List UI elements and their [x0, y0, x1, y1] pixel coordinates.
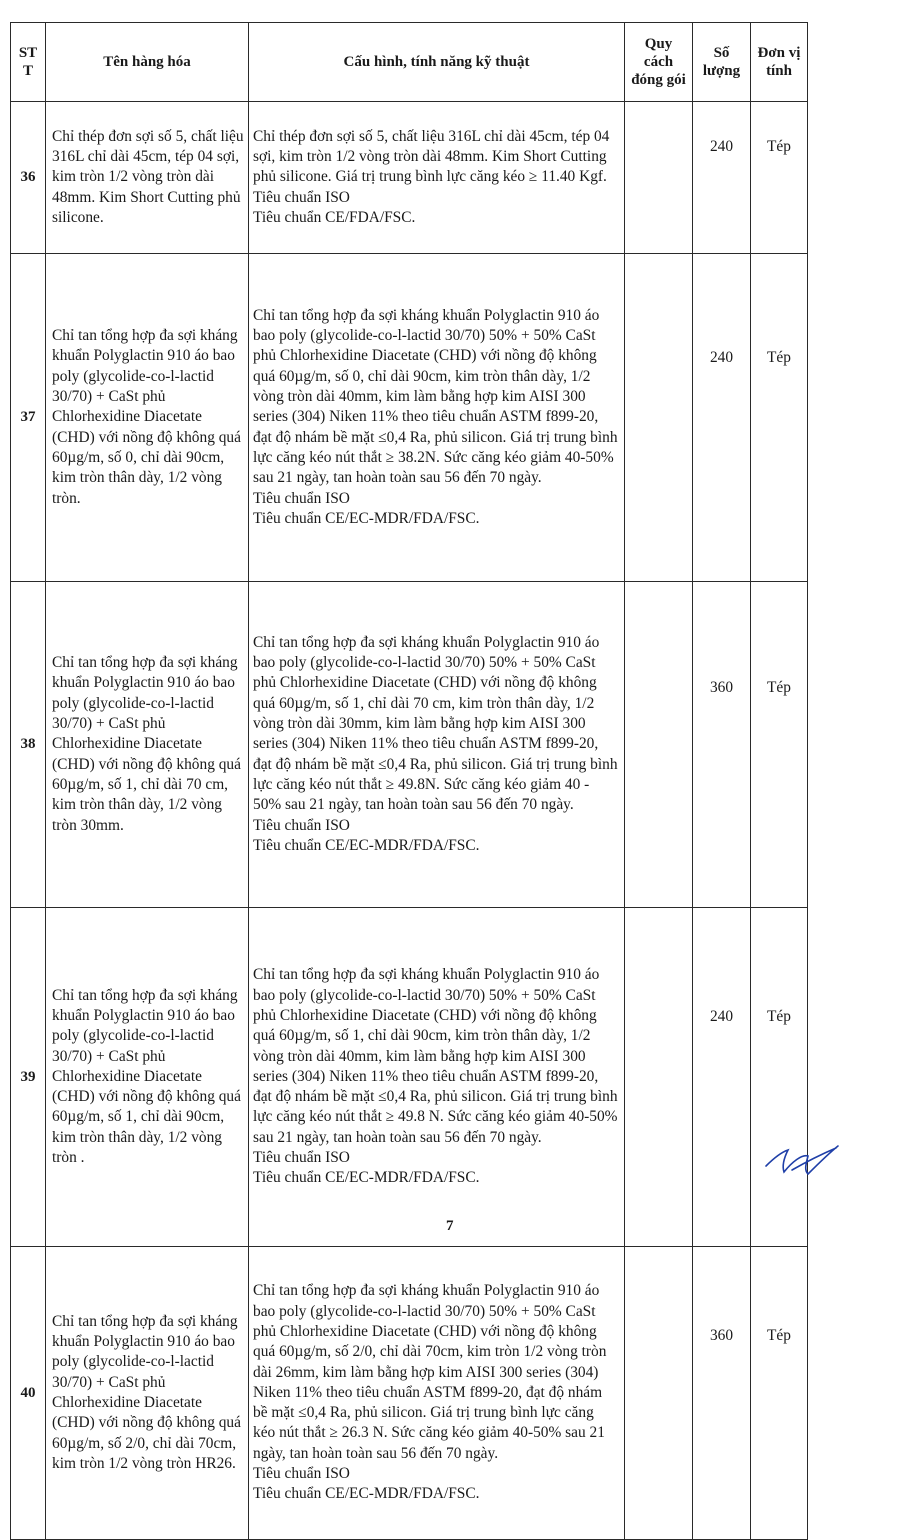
page-number: 7 — [446, 1218, 454, 1234]
technical-spec-line: 50% sau 21 ngày, tan hoàn toàn sau 56 đến 70 ngày. — [253, 796, 574, 814]
row-packaging — [625, 1247, 693, 1540]
row-unit: Tép — [751, 1247, 808, 1540]
row-quantity: 360 — [693, 582, 751, 908]
technical-spec-line: phủ Chlorhexidine Diacetate (CHD) với nồng độ không — [253, 1006, 597, 1024]
product-name-line: Chlorhexidine Diacetate — [52, 1067, 202, 1085]
technical-spec-line: Tiêu chuẩn CE/EC-MDR/FDA/FSC. — [253, 1485, 480, 1503]
technical-spec-line: Tiêu chuẩn ISO — [253, 1149, 350, 1167]
product-name-line: (CHD) với nồng độ không quá — [52, 755, 241, 773]
product-name-line: khuẩn Polyglactin 910 áo bao — [52, 1006, 235, 1024]
technical-spec-line: quá 60µg/m, số 0, chỉ dài 90cm, kim tròn thân dày, 1/2 — [253, 367, 591, 385]
row-packaging — [625, 908, 693, 1247]
technical-spec-line: Chỉ thép đơn sợi số 5, chất liệu 316L chỉ dài 45cm, tép 04 — [253, 127, 610, 145]
header-quantity: Số lượng — [693, 23, 751, 102]
technical-spec-line: lực căng kéo nút thắt ≥ 49.8 N. Sức căng kéo giảm 40-50% — [253, 1108, 618, 1126]
technical-spec-line: đạt độ nhám bề mặt ≤0,4 Ra, phủ silicon. Giá trị trung bình — [253, 1088, 618, 1106]
technical-spec-line: Chỉ tan tổng hợp đa sợi kháng khuẩn Polyglactin 910 áo — [253, 1282, 600, 1300]
technical-spec-line: Chỉ tan tổng hợp đa sợi kháng khuẩn Polyglactin 910 áo — [253, 633, 600, 651]
technical-spec-line: phủ Chlorhexidine Diacetate (CHD) với nồng độ không — [253, 674, 597, 692]
header-packaging: Quy cách đóng gói — [625, 23, 693, 102]
technical-spec-line: bao poly (glycolide-co-l-lactid 30/70) 50% + 50% CaSt — [253, 327, 596, 345]
technical-spec-line: Tiêu chuẩn ISO — [253, 1465, 350, 1483]
product-name-line: poly (glycolide-co-l-lactid — [52, 694, 214, 712]
product-name-line: khuẩn Polyglactin 910 áo bao — [52, 1333, 235, 1351]
row-product-name — [46, 582, 249, 908]
technical-spec-line: Tiêu chuẩn ISO — [253, 816, 350, 834]
row-quantity: 240 — [693, 908, 751, 1247]
product-name-line: Chỉ tan tổng hợp đa sợi kháng — [52, 1312, 238, 1330]
product-name-line: 60µg/m, số 1, chỉ dài 90cm, — [52, 1108, 225, 1126]
header-unit: Đơn vị tính — [751, 23, 808, 102]
product-name-line: poly (glycolide-co-l-lactid — [52, 1027, 214, 1045]
row-technical-spec — [249, 908, 625, 1247]
row-quantity: 360 — [693, 1247, 751, 1540]
product-name-line: Chlorhexidine Diacetate — [52, 408, 202, 426]
product-name-line: 48mm. Kim Short Cutting phủ — [52, 188, 241, 206]
row-product-name — [46, 254, 249, 582]
technical-spec-line: Tiêu chuẩn CE/EC-MDR/FDA/FSC. — [253, 509, 480, 527]
product-name-line: tròn. — [52, 489, 81, 507]
signature-mark — [762, 1132, 842, 1182]
technical-spec-line: vòng tròn dài 40mm, kim làm bằng hợp kim AISI 300 — [253, 388, 586, 406]
product-name-line: kim tròn 1/2 vòng tròn HR26. — [52, 1454, 236, 1472]
row-stt: 36 — [11, 102, 46, 254]
table-row — [11, 254, 808, 582]
product-name-line: poly (glycolide-co-l-lactid — [52, 1353, 214, 1371]
product-name-line: 60µg/m, số 0, chỉ dài 90cm, — [52, 448, 225, 466]
technical-spec-line: Niken 11% theo tiêu chuẩn ASTM f899-20, đạt độ nhám — [253, 1383, 603, 1401]
technical-spec-line: lực căng kéo nút thắt ≥ 38.2N. Sức căng kéo giảm 40-50% — [253, 448, 614, 466]
technical-spec-line: dài 26mm, kim làm bằng hợp kim AISI 300 series (304) — [253, 1363, 599, 1381]
technical-spec-line: phủ Chlorhexidine Diacetate (CHD) với nồng độ không — [253, 1322, 597, 1340]
technical-spec-line: Tiêu chuẩn CE/EC-MDR/FDA/FSC. — [253, 836, 480, 854]
product-name-line: Chlorhexidine Diacetate — [52, 1394, 202, 1411]
row-product-name — [46, 102, 249, 254]
technical-spec-line: vòng tròn dài 40mm, kim làm bằng hợp kim AISI 300 — [253, 1047, 586, 1065]
technical-spec-line: series (304) Niken 11% theo tiêu chuẩn ASTM f899-20, — [253, 408, 599, 426]
product-name-line: Chỉ tan tổng hợp đa sợi kháng — [52, 986, 238, 1004]
product-name-line: Chlorhexidine Diacetate — [52, 735, 202, 753]
row-unit: Tép — [751, 102, 808, 254]
technical-spec-line: series (304) Niken 11% theo tiêu chuẩn ASTM f899-20, — [253, 735, 599, 753]
product-name-line: silicone. — [52, 208, 104, 226]
row-product-name — [46, 1247, 249, 1540]
technical-spec-line: Tiêu chuẩn CE/FDA/FSC. — [253, 208, 416, 226]
technical-spec-line: bao poly (glycolide-co-l-lactid 30/70) 50% + 50% CaSt — [253, 1302, 596, 1320]
table-row — [11, 102, 808, 254]
technical-spec-line: Chỉ tan tổng hợp đa sợi kháng khuẩn Polyglactin 910 áo — [253, 306, 600, 324]
header-stt: ST T — [11, 23, 46, 102]
product-name-line: tròn 30mm. — [52, 816, 124, 834]
table-header-row — [11, 23, 808, 102]
row-unit: Tép — [751, 254, 808, 582]
product-name-line: 60µg/m, số 2/0, chỉ dài 70cm, — [52, 1434, 237, 1452]
product-name-line: 30/70) + CaSt phủ — [52, 1047, 166, 1065]
technical-spec-line: sau 21 ngày, tan hoàn toàn sau 56 đến 70 ngày. — [253, 1128, 542, 1146]
product-name-line: 60µg/m, số 1, chỉ dài 70 cm, — [52, 775, 229, 793]
technical-spec-line: Tiêu chuẩn ISO — [253, 188, 350, 206]
row-quantity: 240 — [693, 254, 751, 582]
row-stt: 37 — [11, 254, 46, 582]
table-row — [11, 908, 808, 1247]
technical-spec-line: phủ Chlorhexidine Diacetate (CHD) với nồng độ không — [253, 347, 597, 365]
row-packaging — [625, 102, 693, 254]
product-name-line: kim tròn thân dày, 1/2 vòng — [52, 1128, 222, 1146]
table-row — [11, 582, 808, 908]
technical-spec-line: sau 21 ngày, tan hoàn toàn sau 56 đến 70 ngày. — [253, 469, 542, 487]
row-packaging — [625, 582, 693, 908]
technical-spec-line: ngày, tan hoàn toàn sau 56 đến 70 ngày. — [253, 1444, 499, 1462]
technical-spec-line: đạt độ nhám bề mặt ≤0,4 Ra, phủ silicon. Giá trị trung bình — [253, 755, 618, 773]
product-spec-table — [10, 22, 808, 1540]
product-name-line: 30/70) + CaSt phủ — [52, 1373, 166, 1391]
row-packaging — [625, 254, 693, 582]
technical-spec-line: bao poly (glycolide-co-l-lactid 30/70) 50% + 50% CaSt — [253, 986, 596, 1004]
technical-spec-line: sợi, kim tròn 1/2 vòng tròn dài 48mm. Kim Short Cutting — [253, 148, 607, 166]
product-name-line: Chỉ thép đơn sợi số 5, chất liệu — [52, 127, 244, 145]
product-name-line: 316L chỉ dài 45cm, tép 04 sợi, — [52, 148, 240, 166]
product-name-line: 30/70) + CaSt phủ — [52, 715, 166, 733]
technical-spec-line: quá 60µg/m, số 1, chỉ dài 90cm, kim tròn thân dày, 1/2 — [253, 1027, 591, 1045]
technical-spec-line: series (304) Niken 11% theo tiêu chuẩn ASTM f899-20, — [253, 1067, 599, 1085]
product-name-line: (CHD) với nồng độ không quá — [52, 1414, 241, 1432]
product-name-line: kim tròn thân dày, 1/2 vòng — [52, 796, 222, 814]
product-name-line: poly (glycolide-co-l-lactid — [52, 367, 214, 385]
table-row — [11, 1247, 808, 1540]
product-name-line: (CHD) với nồng độ không quá — [52, 1088, 241, 1106]
product-name-line: khuẩn Polyglactin 910 áo bao — [52, 347, 235, 365]
technical-spec-line: lực căng kéo nút thắt ≥ 49.8N. Sức căng kéo giảm 40 - — [253, 775, 590, 793]
row-unit: Tép — [751, 582, 808, 908]
product-name-line: (CHD) với nồng độ không quá — [52, 428, 241, 446]
row-technical-spec — [249, 582, 625, 908]
technical-spec-line: phủ silicone. Giá trị trung bình lực căng kéo ≥ 11.40 Kgf. — [253, 168, 607, 186]
product-name-line: khuẩn Polyglactin 910 áo bao — [52, 674, 235, 692]
row-stt: 38 — [11, 582, 46, 908]
row-product-name — [46, 908, 249, 1247]
technical-spec-line: bề mặt ≤0,4 Ra, phủ silicon. Giá trị trung bình lực căng — [253, 1404, 594, 1422]
row-quantity: 240 — [693, 102, 751, 254]
technical-spec-line: bao poly (glycolide-co-l-lactid 30/70) 50% + 50% CaSt — [253, 654, 596, 672]
row-stt: 39 — [11, 908, 46, 1247]
product-name-line: kim tròn 1/2 vòng tròn dài — [52, 168, 215, 186]
product-name-line: Chỉ tan tổng hợp đa sợi kháng — [52, 327, 238, 345]
header-product-name: Tên hàng hóa — [46, 23, 249, 102]
technical-spec-line: kéo nút thắt ≥ 26.3 N. Sức căng kéo giảm 40-50% sau 21 — [253, 1424, 605, 1442]
technical-spec-line: quá 60µg/m, số 1, chỉ dài 70 cm, kim tròn thân dày, 1/2 — [253, 694, 595, 712]
product-name-line: kim tròn thân dày, 1/2 vòng — [52, 469, 222, 487]
technical-spec-line: quá 60µg/m, số 2/0, chỉ dài 70cm, kim tròn 1/2 vòng tròn — [253, 1343, 607, 1361]
product-name-line: Chỉ tan tổng hợp đa sợi kháng — [52, 654, 238, 672]
row-technical-spec — [249, 254, 625, 582]
technical-spec-line: Tiêu chuẩn CE/EC-MDR/FDA/FSC. — [253, 1169, 480, 1187]
row-technical-spec — [249, 1247, 625, 1540]
technical-spec-line: vòng tròn dài 30mm, kim làm bằng hợp kim AISI 300 — [253, 715, 586, 733]
technical-spec-line: đạt độ nhám bề mặt ≤0,4 Ra, phủ silicon. Giá trị trung bình — [253, 428, 618, 446]
row-stt: 40 — [11, 1247, 46, 1540]
technical-spec-line: Chỉ tan tổng hợp đa sợi kháng khuẩn Polyglactin 910 áo — [253, 966, 600, 984]
row-technical-spec — [249, 102, 625, 254]
product-name-line: tròn . — [52, 1149, 85, 1167]
header-technical-spec: Cấu hình, tính năng kỹ thuật — [249, 23, 625, 102]
product-name-line: 30/70) + CaSt phủ — [52, 388, 166, 406]
row-unit: Tép — [751, 908, 808, 1247]
technical-spec-line: Tiêu chuẩn ISO — [253, 489, 350, 507]
